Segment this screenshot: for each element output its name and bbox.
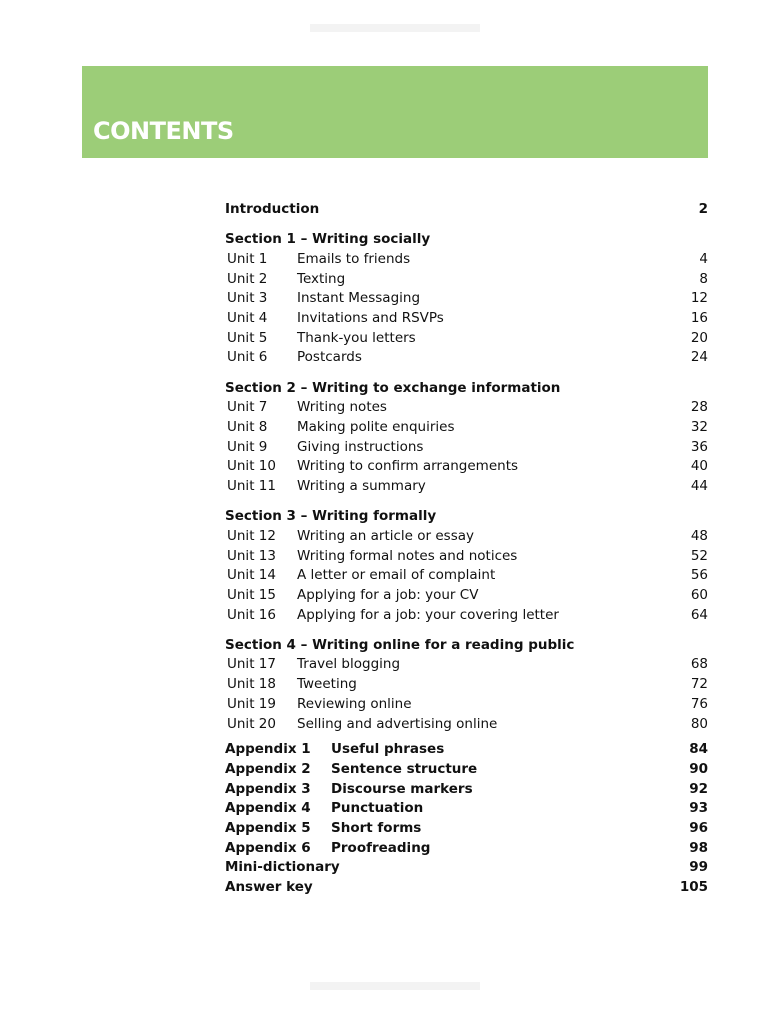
toc-entry-unit[interactable] <box>225 695 708 715</box>
entry-page-number: 44 <box>690 477 708 494</box>
unit-title: Postcards <box>297 349 362 366</box>
unit-title: Making polite enquiries <box>297 418 455 435</box>
unit-number: Unit 17 <box>227 656 276 673</box>
unit-title: Writing to confirm arrangements <box>297 458 519 475</box>
entry-page-number: 96 <box>689 819 708 836</box>
unit-number: Unit 1 <box>227 250 268 267</box>
unit-number: Unit 13 <box>227 547 276 564</box>
entry-page-number: 16 <box>690 309 708 326</box>
toc-entry-mini-dictionary[interactable] <box>225 858 708 878</box>
entry-title: Introduction <box>225 201 320 217</box>
appendix-title: Useful phrases <box>331 741 445 758</box>
entry-page-number: 20 <box>690 329 708 346</box>
entry-page-number: 92 <box>689 780 708 797</box>
unit-number: Unit 7 <box>227 399 268 416</box>
contents-banner <box>82 66 708 158</box>
unit-title: Reviewing online <box>297 695 412 712</box>
toc-entry-unit[interactable] <box>225 547 708 567</box>
entry-page-number: 105 <box>679 879 708 895</box>
page-title: CONTENTS <box>93 117 234 145</box>
appendix-title: Short forms <box>331 819 422 836</box>
toc-entry-appendix[interactable] <box>225 799 708 819</box>
toc-entry-unit[interactable] <box>225 418 708 438</box>
appendix-title: Punctuation <box>331 800 424 817</box>
unit-title: A letter or email of complaint <box>297 567 496 584</box>
entry-page-number: 64 <box>690 606 708 623</box>
toc-entry-answer-key[interactable] <box>225 878 708 898</box>
section-heading <box>225 230 708 250</box>
unit-title: Giving instructions <box>297 438 424 455</box>
section-title: Section 3 – Writing formally <box>225 508 437 525</box>
toc-entry-appendix[interactable] <box>225 819 708 839</box>
entry-page-number: 84 <box>689 741 708 758</box>
section-heading <box>225 636 708 656</box>
entry-page-number: 76 <box>690 695 708 712</box>
unit-title: Thank-you letters <box>297 329 416 346</box>
unit-number: Unit 5 <box>227 329 268 346</box>
unit-title: Tweeting <box>297 676 357 693</box>
toc-entry-unit[interactable] <box>225 398 708 418</box>
unit-number: Unit 11 <box>227 477 276 494</box>
unit-number: Unit 6 <box>227 349 268 366</box>
faint-bleed-through-bottom <box>310 982 480 990</box>
toc-entry-unit[interactable] <box>225 289 708 309</box>
appendix-number: Appendix 3 <box>225 780 311 797</box>
toc-entry-introduction[interactable] <box>225 200 708 220</box>
entry-page-number: 68 <box>690 656 708 673</box>
toc-entry-unit[interactable] <box>225 655 708 675</box>
unit-title: Travel blogging <box>297 656 401 673</box>
unit-title: Writing formal notes and notices <box>297 547 518 564</box>
toc-entry-appendix[interactable] <box>225 740 708 760</box>
unit-number: Unit 4 <box>227 309 268 326</box>
entry-page-number: 24 <box>690 349 708 366</box>
unit-number: Unit 2 <box>227 270 268 287</box>
faint-bleed-through-top <box>310 24 480 32</box>
unit-title: Applying for a job: your CV <box>297 586 479 603</box>
entry-page-number: 8 <box>699 270 708 287</box>
entry-page-number: 72 <box>690 676 708 693</box>
entry-page-number: 32 <box>690 418 708 435</box>
entry-title: Mini-dictionary <box>225 859 340 876</box>
toc-entry-unit[interactable] <box>225 477 708 497</box>
section-title: Section 2 – Writing to exchange information <box>225 379 561 396</box>
unit-number: Unit 15 <box>227 586 276 603</box>
toc-entry-unit[interactable] <box>225 250 708 270</box>
toc-entry-unit[interactable] <box>225 606 708 626</box>
toc-entry-unit[interactable] <box>225 438 708 458</box>
unit-title: Instant Messaging <box>297 290 421 307</box>
unit-title: Selling and advertising online <box>297 715 498 732</box>
section-title: Section 1 – Writing socially <box>225 231 431 248</box>
appendix-title: Proofreading <box>331 839 431 856</box>
unit-number: Unit 14 <box>227 567 276 584</box>
appendix-number: Appendix 4 <box>225 800 311 817</box>
entry-page-number: 52 <box>690 547 708 564</box>
entry-page-number: 99 <box>689 859 708 876</box>
table-of-contents <box>225 200 708 898</box>
toc-entry-unit[interactable] <box>225 457 708 477</box>
unit-number: Unit 18 <box>227 676 276 693</box>
unit-title: Applying for a job: your covering letter <box>297 606 559 623</box>
section-heading <box>225 379 708 399</box>
appendix-title: Discourse markers <box>331 780 473 797</box>
toc-entry-appendix[interactable] <box>225 780 708 800</box>
toc-entry-unit[interactable] <box>225 329 708 349</box>
toc-entry-unit[interactable] <box>225 675 708 695</box>
section-heading <box>225 507 708 527</box>
entry-page-number: 48 <box>690 527 708 544</box>
toc-entry-unit[interactable] <box>225 348 708 368</box>
entry-page-number: 12 <box>690 290 708 307</box>
entry-page-number: 56 <box>690 567 708 584</box>
toc-entry-unit[interactable] <box>225 715 708 735</box>
unit-number: Unit 10 <box>227 458 276 475</box>
unit-number: Unit 16 <box>227 606 276 623</box>
entry-page-number: 36 <box>690 438 708 455</box>
entry-page-number: 93 <box>689 800 708 817</box>
unit-title: Invitations and RSVPs <box>297 309 444 326</box>
appendix-number: Appendix 6 <box>225 839 311 856</box>
toc-entry-appendix[interactable] <box>225 760 708 780</box>
entry-page-number: 90 <box>689 760 708 777</box>
unit-number: Unit 20 <box>227 715 276 732</box>
entry-page-number: 60 <box>690 586 708 603</box>
toc-entry-unit[interactable] <box>225 586 708 606</box>
appendix-number: Appendix 1 <box>225 741 311 758</box>
unit-title: Emails to friends <box>297 250 411 267</box>
unit-title: Writing a summary <box>297 477 426 494</box>
entry-title: Answer key <box>225 879 313 895</box>
unit-number: Unit 8 <box>227 418 268 435</box>
toc-entry-unit[interactable] <box>225 566 708 586</box>
unit-number: Unit 12 <box>227 527 276 544</box>
entry-page-number: 4 <box>699 250 708 267</box>
section-title: Section 4 – Writing online for a reading public <box>225 636 575 653</box>
unit-title: Texting <box>297 270 346 287</box>
unit-number: Unit 3 <box>227 290 268 307</box>
appendix-number: Appendix 2 <box>225 760 311 777</box>
unit-title: Writing an article or essay <box>297 527 474 544</box>
toc-entry-unit[interactable] <box>225 527 708 547</box>
toc-entry-appendix[interactable] <box>225 839 708 859</box>
entry-page-number: 2 <box>698 201 708 217</box>
unit-number: Unit 9 <box>227 438 268 455</box>
unit-number: Unit 19 <box>227 695 276 712</box>
entry-page-number: 40 <box>690 458 708 475</box>
unit-title: Writing notes <box>297 399 387 416</box>
toc-entry-unit[interactable] <box>225 270 708 290</box>
appendix-number: Appendix 5 <box>225 819 311 836</box>
entry-page-number: 80 <box>690 715 708 732</box>
appendix-title: Sentence structure <box>331 760 478 777</box>
toc-entry-unit[interactable] <box>225 309 708 329</box>
entry-page-number: 28 <box>690 399 708 416</box>
entry-page-number: 98 <box>689 839 708 856</box>
